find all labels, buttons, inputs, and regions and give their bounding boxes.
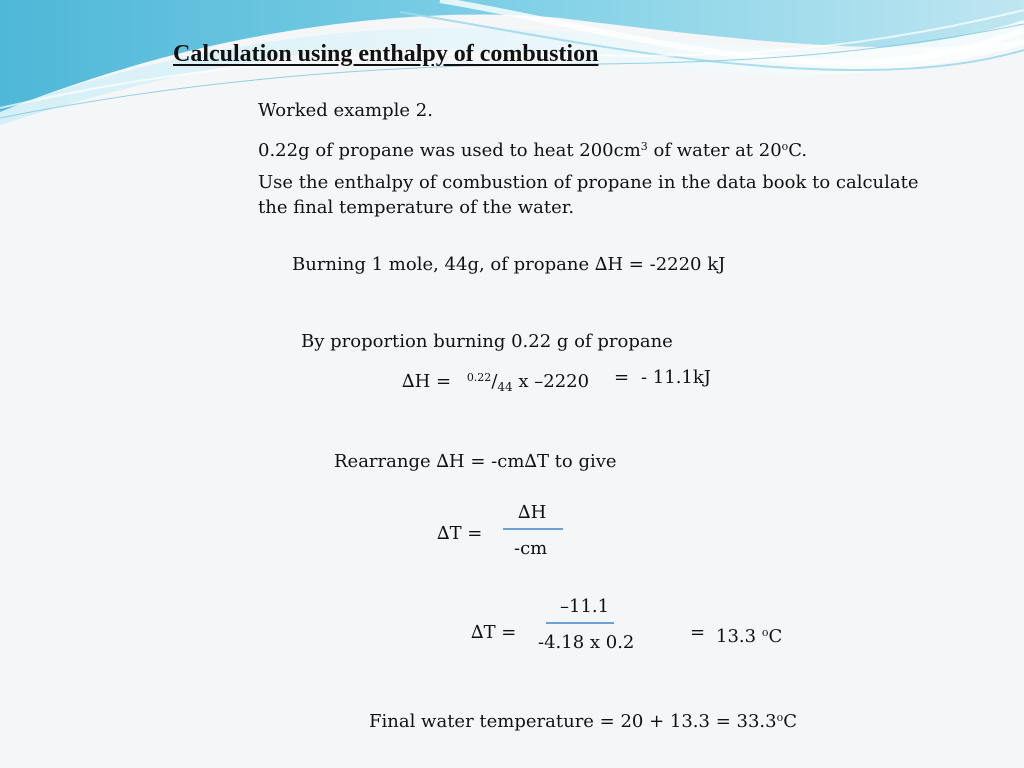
substitution-fraction-bar	[546, 622, 614, 624]
proportion-mult: x –2220	[512, 371, 590, 392]
final-text-a: Final water temperature = 20 + 13.3 = 33.3	[369, 711, 777, 732]
final-sup: o	[776, 711, 784, 724]
intro-line-2-sup: 3	[640, 140, 648, 153]
formula-denominator: -cm	[514, 538, 548, 559]
formula-numerator: ∆H	[518, 502, 547, 523]
formula-fraction-bar	[503, 528, 563, 530]
proportion-result: - 11.1kJ	[641, 367, 712, 388]
intro-line-3: Use the enthalpy of combustion of propane in the data book to calculate the final temperature of the water.	[258, 172, 919, 218]
burning-statement: Burning 1 mole, 44g, of propane ∆H = -2220 kJ	[292, 254, 726, 275]
substitution-lhs: ∆T =	[471, 622, 517, 643]
intro-line-2-a: 0.22g of propane was used to heat 200cm	[258, 140, 641, 161]
intro-line-2-b: of water at 20	[647, 140, 782, 161]
substitution-denominator: -4.18 x 0.2	[538, 632, 635, 653]
slide-title: Calculation using enthalpy of combustion	[173, 41, 599, 67]
proportion-lhs: ∆H =	[402, 371, 452, 392]
substitution-result-a: 13.3	[716, 626, 762, 647]
final-temperature	[369, 707, 797, 733]
intro-line-1: Worked example 2.	[258, 100, 433, 121]
substitution-result	[716, 622, 782, 648]
proportion-eq: =	[614, 367, 630, 388]
intro-line-2	[258, 136, 807, 162]
substitution-result-b: C	[768, 626, 783, 647]
substitution-numerator: –11.1	[560, 596, 610, 617]
proportion-num: 0.22	[466, 371, 492, 384]
proportion-heading: By proportion burning 0.22 g of propane	[301, 331, 673, 352]
formula-lhs: ∆T =	[437, 523, 483, 544]
proportion-den: 44	[497, 380, 513, 394]
substitution-result-sup: o	[761, 626, 769, 639]
substitution-eq: =	[690, 622, 706, 643]
intro-line-2-sup2: o	[781, 140, 789, 153]
proportion-slash: /	[491, 371, 498, 392]
proportion-equation	[402, 367, 589, 398]
final-text-b: C	[783, 711, 797, 732]
rearrange-statement: Rearrange ∆H = -cm∆T to give	[334, 451, 617, 472]
intro-line-2-c: C.	[788, 140, 808, 161]
